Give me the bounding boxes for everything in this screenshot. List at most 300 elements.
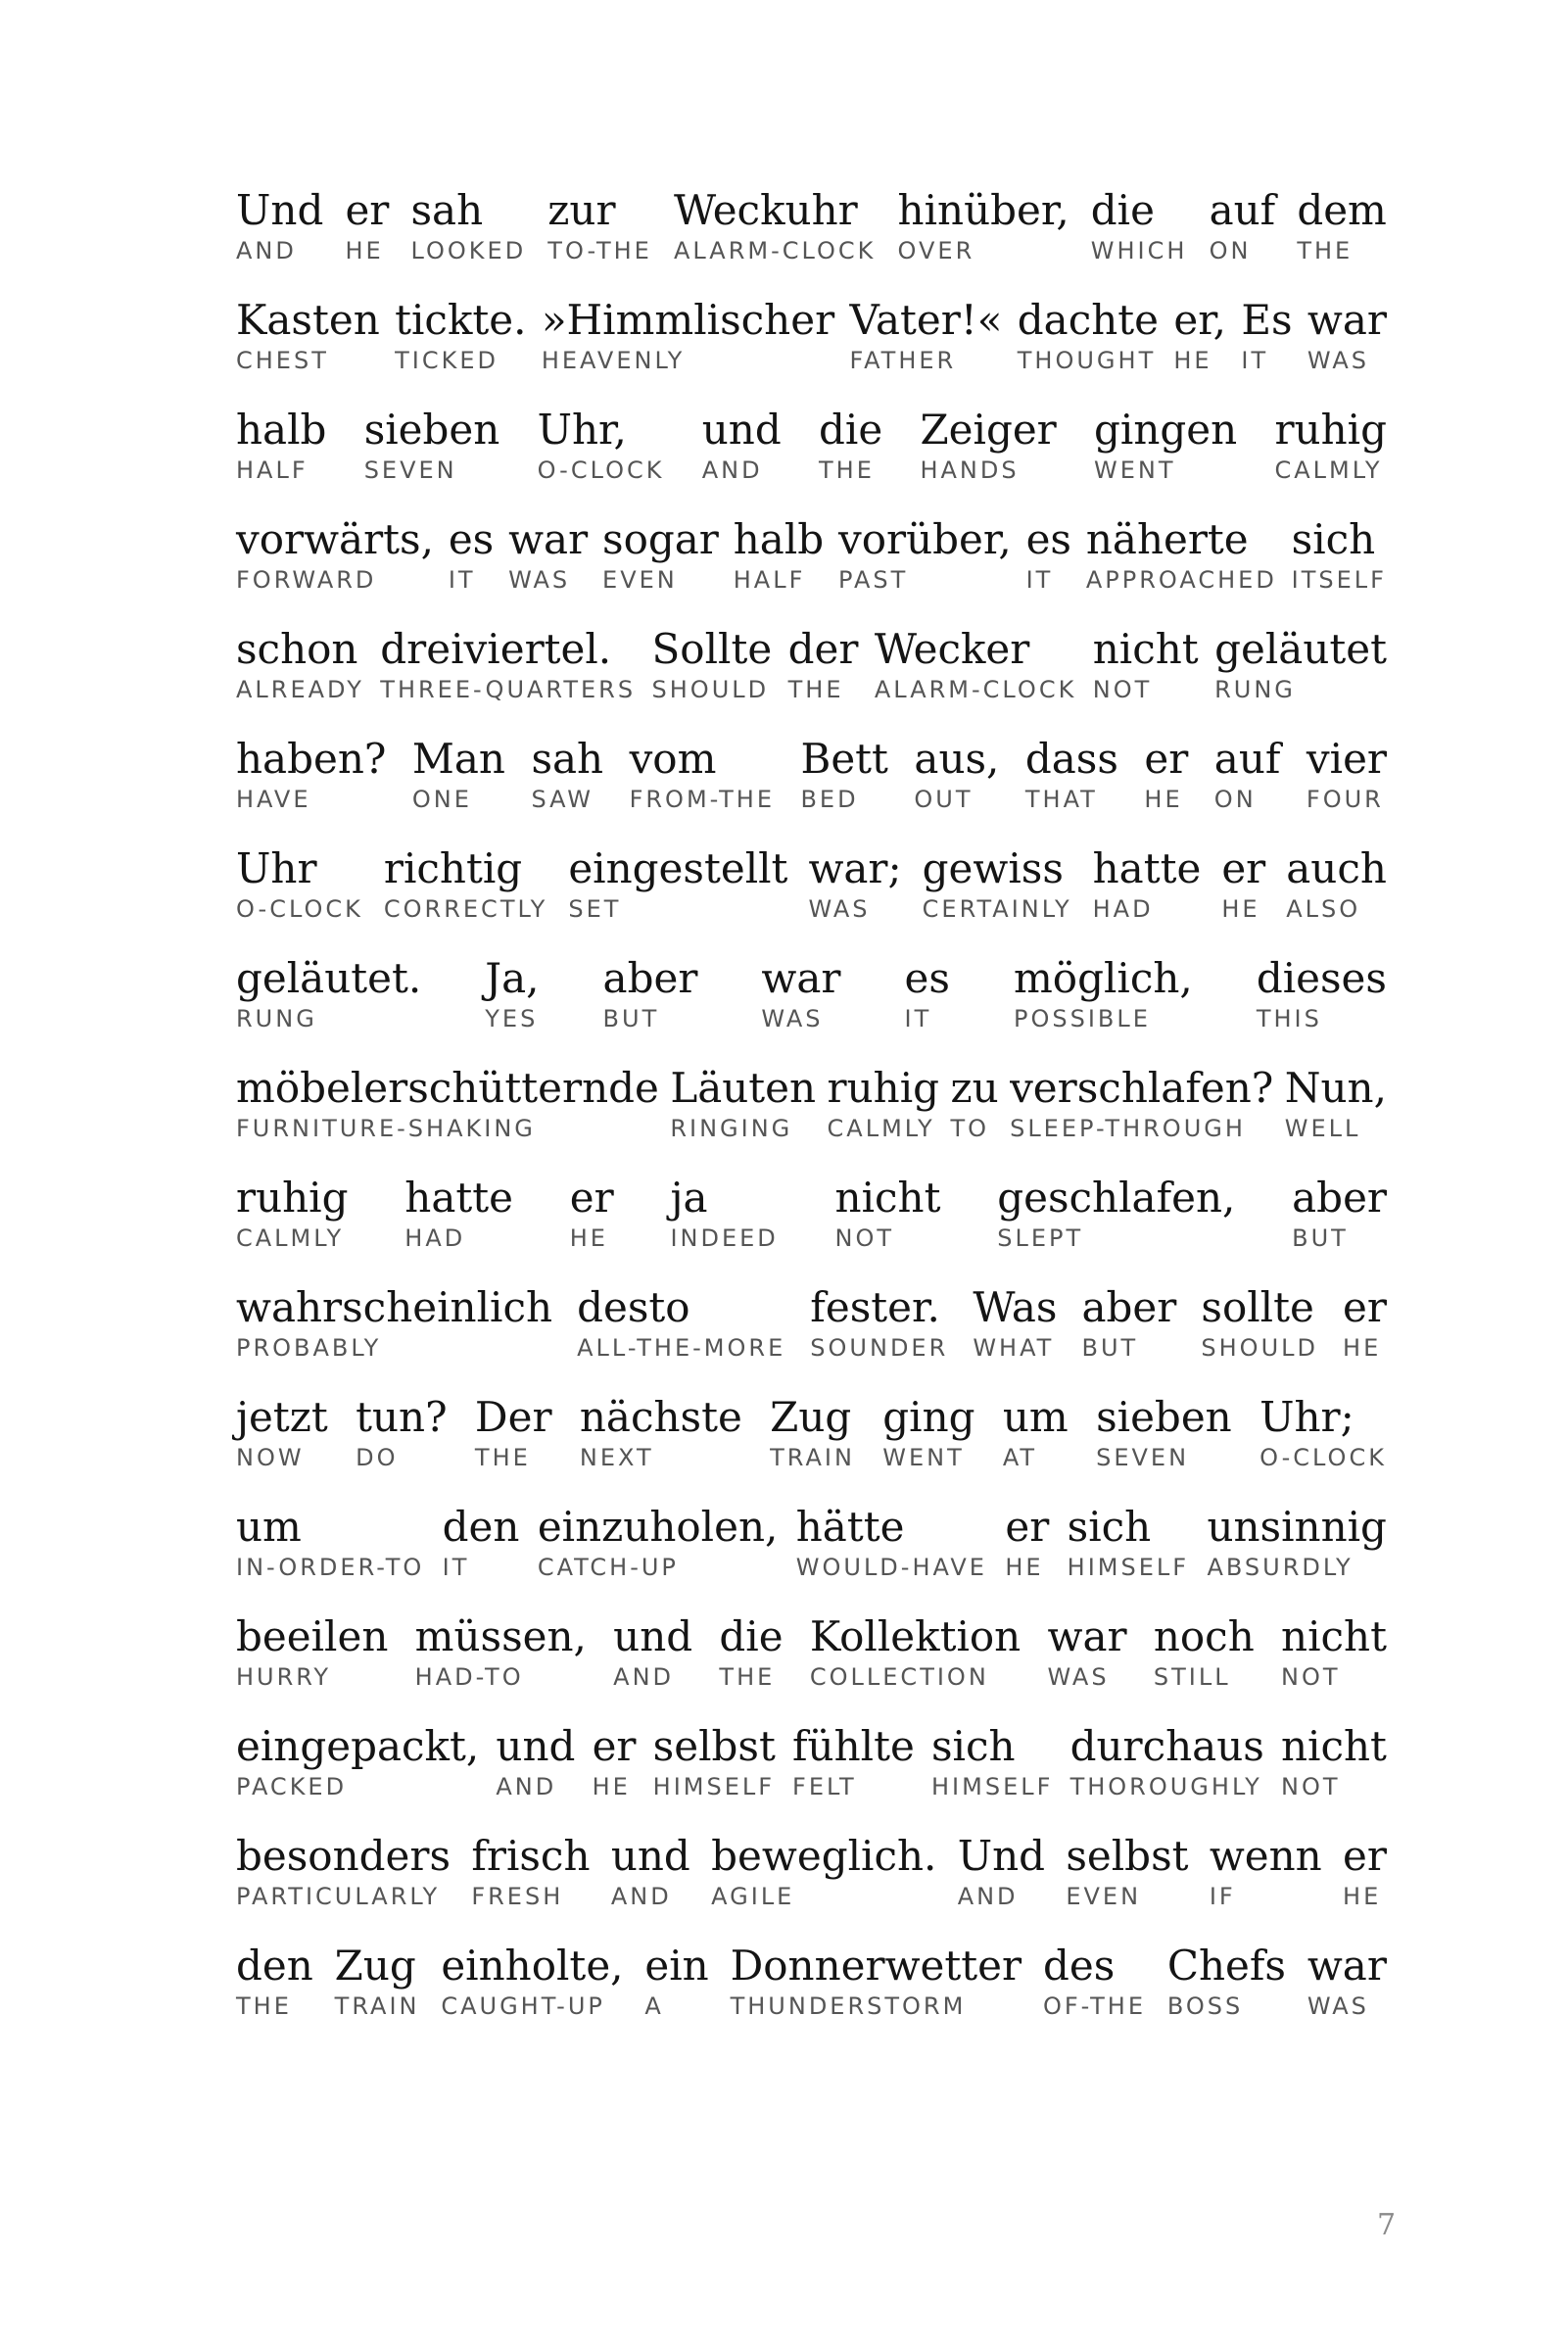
english-gloss: WAS xyxy=(1307,347,1369,374)
word-pair xyxy=(850,296,1003,374)
english-gloss: DO xyxy=(356,1444,399,1471)
english-gloss: HURRY xyxy=(236,1663,332,1691)
german-word: und xyxy=(613,1612,693,1660)
word-pair xyxy=(674,186,876,264)
german-word: Und xyxy=(236,186,324,234)
german-word: Uhr, xyxy=(537,406,627,454)
word-pair xyxy=(1144,735,1188,813)
english-gloss: CATCH-UP xyxy=(537,1554,679,1581)
word-pair xyxy=(236,515,434,594)
text-line xyxy=(236,1503,1387,1612)
word-pair xyxy=(1292,515,1387,594)
word-pair xyxy=(404,1174,513,1252)
word-pair xyxy=(508,515,588,594)
word-pair xyxy=(882,1393,974,1471)
word-pair xyxy=(531,735,603,813)
word-pair xyxy=(1257,954,1387,1032)
german-word: selbst xyxy=(1066,1832,1189,1880)
english-gloss: ALARM-CLOCK xyxy=(673,237,877,264)
german-word: und xyxy=(701,406,782,454)
english-gloss: O-CLOCK xyxy=(1259,1444,1387,1471)
german-word: Der xyxy=(474,1393,552,1441)
word-pair xyxy=(898,186,1069,264)
english-gloss: WAS xyxy=(1047,1663,1110,1691)
german-word: tickte. xyxy=(395,296,527,344)
word-pair xyxy=(1285,1064,1387,1142)
word-pair xyxy=(711,1832,936,1910)
word-pair xyxy=(485,954,539,1032)
german-word: Bett xyxy=(800,735,888,783)
german-word: sah xyxy=(410,186,484,234)
word-pair xyxy=(1093,844,1202,923)
english-gloss: HE xyxy=(1343,1334,1382,1362)
word-pair xyxy=(1003,1393,1069,1471)
text-line xyxy=(236,1832,1387,1942)
english-gloss: BED xyxy=(800,786,859,813)
german-word: hatte xyxy=(404,1174,513,1222)
german-word: des xyxy=(1042,1942,1116,1990)
german-word: nicht xyxy=(1280,1722,1387,1770)
german-word: hätte xyxy=(795,1503,905,1551)
german-word: den xyxy=(236,1942,313,1990)
german-word: schon xyxy=(236,625,358,673)
word-pair xyxy=(810,1612,1021,1691)
german-word: gingen xyxy=(1094,406,1238,454)
english-gloss: PAST xyxy=(838,566,909,594)
english-gloss: THE xyxy=(1297,237,1354,264)
english-gloss: SHOULD xyxy=(651,676,770,703)
text-line xyxy=(236,1283,1387,1393)
german-word: dachte xyxy=(1017,296,1159,344)
word-pair xyxy=(702,406,782,484)
word-pair xyxy=(542,296,834,374)
word-pair xyxy=(384,844,547,923)
english-gloss: WAS xyxy=(508,566,571,594)
english-gloss: ALL-THE-MORE xyxy=(577,1334,786,1362)
german-word: war xyxy=(761,954,841,1002)
german-word: nicht xyxy=(1092,625,1199,673)
word-pair xyxy=(923,844,1072,923)
english-gloss: IN-ORDER-TO xyxy=(236,1554,425,1581)
word-pair xyxy=(568,844,787,923)
english-gloss: SET xyxy=(568,895,622,923)
german-word: jetzt xyxy=(236,1393,328,1441)
english-gloss: SLEPT xyxy=(997,1224,1084,1252)
german-word: sich xyxy=(931,1722,1016,1770)
english-gloss: WELL xyxy=(1284,1115,1361,1142)
english-gloss: EVEN xyxy=(1066,1883,1142,1910)
german-word: der xyxy=(787,625,859,673)
word-pair xyxy=(958,1832,1045,1910)
german-word: es xyxy=(448,515,495,563)
german-word: und xyxy=(610,1832,690,1880)
german-word: besonders xyxy=(236,1832,451,1880)
german-word: eingepackt, xyxy=(236,1722,480,1770)
german-word: die xyxy=(819,406,883,454)
word-pair xyxy=(652,625,773,703)
german-word: verschlafen? xyxy=(1010,1064,1274,1112)
word-pair xyxy=(905,954,950,1032)
word-pair xyxy=(761,954,840,1032)
german-word: halb xyxy=(733,515,825,563)
german-word: geläutet. xyxy=(236,954,422,1002)
word-pair xyxy=(1214,625,1387,703)
german-word: aber xyxy=(602,954,698,1002)
german-word: Man xyxy=(411,735,505,783)
english-gloss: WENT xyxy=(1094,456,1176,484)
word-pair xyxy=(1307,735,1387,813)
word-pair xyxy=(1025,735,1118,813)
german-word: um xyxy=(236,1503,302,1551)
german-word: vorüber, xyxy=(838,515,1012,563)
german-word: desto xyxy=(577,1283,690,1331)
english-gloss: BOSS xyxy=(1166,1992,1244,2020)
word-pair xyxy=(653,1722,776,1800)
text-line xyxy=(236,1942,1387,2051)
german-word: Zug xyxy=(770,1393,852,1441)
german-word: dem xyxy=(1297,186,1387,234)
interlinear-text-block xyxy=(236,186,1387,2051)
german-word: selbst xyxy=(652,1722,776,1770)
word-pair xyxy=(441,1942,623,2020)
english-gloss: CHEST xyxy=(236,347,329,374)
word-pair xyxy=(538,1503,779,1581)
german-word: noch xyxy=(1153,1612,1255,1660)
word-pair xyxy=(920,406,1056,484)
word-pair xyxy=(1048,1612,1127,1691)
word-pair xyxy=(808,844,901,923)
english-gloss: PROBABLY xyxy=(236,1334,382,1362)
german-word: ruhig xyxy=(827,1064,940,1112)
english-gloss: FORWARD xyxy=(236,566,377,594)
german-word: sieben xyxy=(363,406,500,454)
german-word: sollte xyxy=(1201,1283,1314,1331)
text-line xyxy=(236,296,1387,406)
english-gloss: CALMLY xyxy=(236,1224,345,1252)
german-word: zur xyxy=(547,186,616,234)
english-gloss: IT xyxy=(1241,347,1269,374)
english-gloss: HE xyxy=(592,1773,631,1800)
word-pair xyxy=(236,1942,313,2020)
text-line xyxy=(236,1722,1387,1832)
german-word: er xyxy=(569,1174,614,1222)
word-pair xyxy=(1207,1503,1387,1581)
german-word: aber xyxy=(1292,1174,1387,1222)
text-line xyxy=(236,406,1387,515)
german-word: er xyxy=(1343,1832,1387,1880)
english-gloss: WAS xyxy=(1307,1992,1369,2020)
english-gloss: HANDS xyxy=(920,456,1020,484)
german-word: war xyxy=(1307,1942,1387,1990)
word-pair xyxy=(236,1503,424,1581)
word-pair xyxy=(1096,1393,1232,1471)
english-gloss: ALARM-CLOCK xyxy=(874,676,1077,703)
word-pair xyxy=(496,1722,575,1800)
english-gloss: IT xyxy=(442,1554,470,1581)
word-pair xyxy=(1241,296,1292,374)
word-pair xyxy=(670,1174,778,1252)
word-pair xyxy=(1018,296,1159,374)
english-gloss: SAW xyxy=(531,786,594,813)
word-pair xyxy=(1014,954,1193,1032)
german-word: vier xyxy=(1306,735,1387,783)
english-gloss: AND xyxy=(610,1883,672,1910)
word-pair xyxy=(236,954,421,1032)
german-word: Zeiger xyxy=(920,406,1057,454)
page-number: 7 xyxy=(1377,2208,1397,2242)
word-pair xyxy=(1066,1832,1188,1910)
english-gloss: THOUGHT xyxy=(1017,347,1157,374)
german-word: er xyxy=(1221,844,1266,892)
german-word: halb xyxy=(236,406,327,454)
english-gloss: THAT xyxy=(1024,786,1098,813)
word-pair xyxy=(236,625,364,703)
english-gloss: HE xyxy=(1221,895,1260,923)
german-word: Zug xyxy=(334,1942,416,1990)
english-gloss: HE xyxy=(1173,347,1212,374)
english-gloss: ALREADY xyxy=(236,676,364,703)
word-pair xyxy=(731,1942,1022,2020)
german-word: beeilen xyxy=(236,1612,389,1660)
word-pair xyxy=(611,1832,690,1910)
english-gloss: THUNDERSTORM xyxy=(730,1992,967,2020)
german-word: beweglich. xyxy=(711,1832,937,1880)
german-word: Wecker xyxy=(874,625,1030,673)
word-pair xyxy=(734,515,824,594)
english-gloss: THOROUGHLY xyxy=(1069,1773,1262,1800)
word-pair xyxy=(1210,186,1276,264)
word-pair xyxy=(236,1612,388,1691)
word-pair xyxy=(1286,844,1387,923)
german-word: Kasten xyxy=(236,296,380,344)
english-gloss: YES xyxy=(485,1005,539,1032)
english-gloss: TO xyxy=(950,1115,990,1142)
english-gloss: APPROACHED xyxy=(1085,566,1277,594)
english-gloss: POSSIBLE xyxy=(1013,1005,1151,1032)
english-gloss: HIMSELF xyxy=(652,1773,776,1800)
german-word: es xyxy=(904,954,950,1002)
english-gloss: CALMLY xyxy=(827,1115,935,1142)
german-word: hinüber, xyxy=(897,186,1069,234)
word-pair xyxy=(471,1832,590,1910)
german-word: ging xyxy=(882,1393,975,1441)
word-pair xyxy=(810,1283,948,1362)
english-gloss: IF xyxy=(1209,1883,1236,1910)
english-gloss: THE xyxy=(719,1663,776,1691)
english-gloss: AND xyxy=(701,456,763,484)
english-gloss: SHOULD xyxy=(1201,1334,1318,1362)
word-pair xyxy=(570,1174,614,1252)
english-gloss: IT xyxy=(1025,566,1054,594)
word-pair xyxy=(580,1393,742,1471)
german-word: einholte, xyxy=(441,1942,624,1990)
english-gloss: O-CLOCK xyxy=(236,895,363,923)
english-gloss: HE xyxy=(1005,1554,1044,1581)
word-pair xyxy=(1343,1283,1387,1362)
word-pair xyxy=(593,1722,637,1800)
word-pair xyxy=(1221,844,1265,923)
english-gloss: FELT xyxy=(792,1773,857,1800)
english-gloss: WOULD-HAVE xyxy=(795,1554,987,1581)
english-gloss: CAUGHT-UP xyxy=(441,1992,605,2020)
english-gloss: CORRECTLY xyxy=(383,895,548,923)
english-gloss: RUNG xyxy=(1214,676,1296,703)
word-pair xyxy=(1091,186,1188,264)
english-gloss: SEVEN xyxy=(1096,1444,1190,1471)
english-gloss: PACKED xyxy=(236,1773,348,1800)
word-pair xyxy=(630,735,775,813)
german-word: nächste xyxy=(579,1393,742,1441)
german-word: nicht xyxy=(834,1174,941,1222)
word-pair xyxy=(1093,625,1199,703)
english-gloss: NOT xyxy=(1092,676,1153,703)
english-gloss: THIS xyxy=(1256,1005,1322,1032)
english-gloss: INDEED xyxy=(670,1224,779,1252)
german-word: gewiss xyxy=(922,844,1064,892)
german-word: unsinnig xyxy=(1207,1503,1387,1551)
german-word: Nun, xyxy=(1284,1064,1387,1112)
german-word: wenn xyxy=(1209,1832,1322,1880)
german-word: durchaus xyxy=(1069,1722,1264,1770)
word-pair xyxy=(236,1283,552,1362)
english-gloss: BUT xyxy=(602,1005,660,1032)
german-word: um xyxy=(1002,1393,1069,1441)
german-word: müssen, xyxy=(414,1612,587,1660)
english-gloss: TRAIN xyxy=(334,1992,420,2020)
english-gloss: TO-THE xyxy=(547,237,652,264)
word-pair xyxy=(577,1283,785,1362)
german-word: dass xyxy=(1024,735,1118,783)
english-gloss: HE xyxy=(345,237,384,264)
english-gloss: WENT xyxy=(882,1444,965,1471)
english-gloss: HALF xyxy=(236,456,309,484)
german-word: er xyxy=(592,1722,637,1770)
german-word: den xyxy=(442,1503,520,1551)
german-word: er xyxy=(345,186,390,234)
german-word: sogar xyxy=(602,515,719,563)
english-gloss: HIMSELF xyxy=(1067,1554,1190,1581)
german-word: er xyxy=(1144,735,1189,783)
word-pair xyxy=(838,515,1012,594)
german-word: Kollektion xyxy=(809,1612,1022,1660)
german-word: möbelerschütternde xyxy=(236,1064,659,1112)
word-pair xyxy=(1307,1942,1387,2020)
word-pair xyxy=(475,1393,552,1471)
word-pair xyxy=(335,1942,420,2020)
german-word: hatte xyxy=(1092,844,1202,892)
word-pair xyxy=(973,1283,1057,1362)
german-word: auch xyxy=(1286,844,1387,892)
word-pair xyxy=(236,186,323,264)
word-pair xyxy=(1210,1832,1322,1910)
english-gloss: ALSO xyxy=(1286,895,1361,923)
german-word: und xyxy=(496,1722,576,1770)
word-pair xyxy=(1081,1283,1176,1362)
english-gloss: FATHER xyxy=(849,347,957,374)
german-word: Es xyxy=(1241,296,1293,344)
word-pair xyxy=(1154,1612,1255,1691)
english-gloss: FURNITURE-SHAKING xyxy=(236,1115,536,1142)
word-pair xyxy=(1259,1393,1387,1471)
english-gloss: AND xyxy=(236,237,297,264)
german-word: möglich, xyxy=(1013,954,1193,1002)
english-gloss: NEXT xyxy=(579,1444,654,1471)
word-pair xyxy=(345,186,389,264)
german-word: dieses xyxy=(1256,954,1387,1002)
word-pair xyxy=(1307,296,1387,374)
german-word: aber xyxy=(1081,1283,1177,1331)
german-word: war xyxy=(508,515,589,563)
english-gloss: FOUR xyxy=(1306,786,1384,813)
german-word: vorwärts, xyxy=(236,515,434,563)
english-gloss: AND xyxy=(957,1883,1019,1910)
english-gloss: HIMSELF xyxy=(931,1773,1054,1800)
word-pair xyxy=(1214,735,1281,813)
english-gloss: THREE-QUARTERS xyxy=(380,676,637,703)
english-gloss: EVEN xyxy=(602,566,678,594)
english-gloss: PARTICULARLY xyxy=(236,1883,441,1910)
word-pair xyxy=(236,1722,479,1800)
text-line xyxy=(236,186,1387,296)
english-gloss: AT xyxy=(1002,1444,1038,1471)
german-word: ruhig xyxy=(236,1174,349,1222)
german-word: Weckuhr xyxy=(673,186,858,234)
german-word: eingestellt xyxy=(568,844,788,892)
word-pair xyxy=(1094,406,1237,484)
english-gloss: AND xyxy=(496,1773,557,1800)
english-gloss: THE xyxy=(787,676,844,703)
text-line xyxy=(236,954,1387,1064)
english-gloss: OF-THE xyxy=(1042,1992,1146,2020)
word-pair xyxy=(770,1393,855,1471)
german-word: fester. xyxy=(810,1283,940,1331)
word-pair xyxy=(835,1174,941,1252)
german-word: er xyxy=(1343,1283,1387,1331)
word-pair xyxy=(1010,1064,1273,1142)
word-pair xyxy=(603,954,698,1032)
word-pair xyxy=(236,844,363,923)
text-line xyxy=(236,1612,1387,1722)
german-word: war xyxy=(1307,296,1387,344)
english-gloss: THE xyxy=(236,1992,292,2020)
english-gloss: CERTAINLY xyxy=(922,895,1072,923)
german-word: einzuholen, xyxy=(537,1503,779,1551)
text-line xyxy=(236,1393,1387,1503)
english-gloss: A xyxy=(644,1992,664,2020)
word-pair xyxy=(997,1174,1235,1252)
german-word: ja xyxy=(670,1174,708,1222)
word-pair xyxy=(1068,1503,1189,1581)
word-pair xyxy=(875,625,1076,703)
word-pair xyxy=(1173,296,1226,374)
english-gloss: HALF xyxy=(733,566,806,594)
german-word: geläutet xyxy=(1214,625,1387,673)
english-gloss: SLEEP-THROUGH xyxy=(1010,1115,1246,1142)
english-gloss: ON xyxy=(1209,237,1252,264)
word-pair xyxy=(236,1832,451,1910)
word-pair xyxy=(236,1064,659,1142)
word-pair xyxy=(380,625,636,703)
english-gloss: TRAIN xyxy=(770,1444,855,1471)
english-gloss: HAD xyxy=(404,1224,466,1252)
english-gloss: CALMLY xyxy=(1274,456,1383,484)
german-word: sich xyxy=(1291,515,1376,563)
english-gloss: RUNG xyxy=(236,1005,317,1032)
word-pair xyxy=(547,186,652,264)
german-word: ruhig xyxy=(1274,406,1387,454)
text-line xyxy=(236,1064,1387,1174)
german-word: sich xyxy=(1067,1503,1152,1551)
